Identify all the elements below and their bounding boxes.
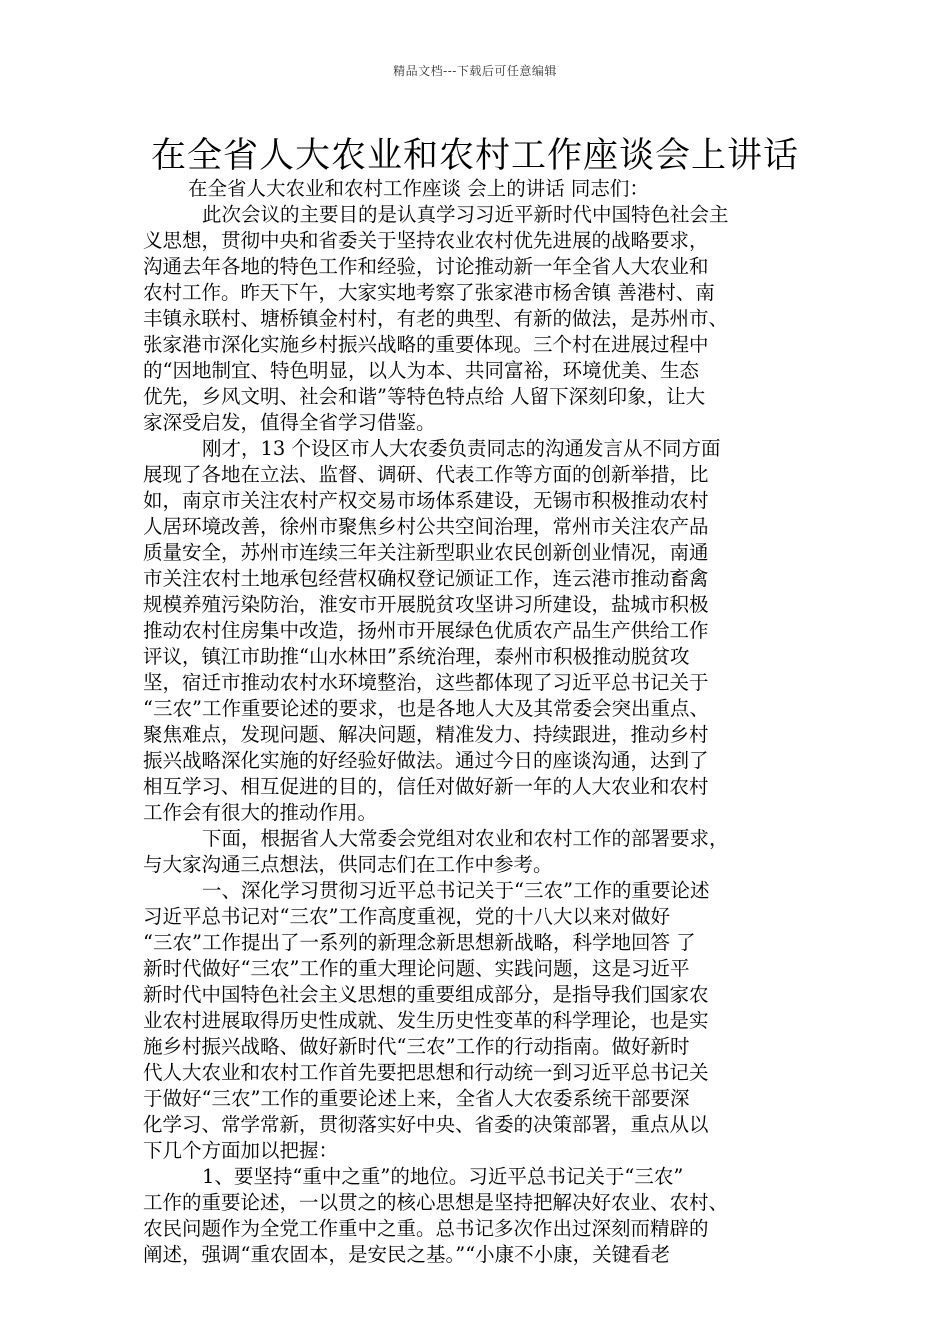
text-line: 聚焦难点，发现问题、解决问题，精准发力、持续跟进，推动乡村 (143, 723, 709, 746)
text-line: 推动农村住房集中改造，扬州市开展绿色优质农产品生产供给工作 (143, 619, 709, 642)
text-line: “三农”工作重要论述的要求，也是各地人大及其常委会突出重点、 (143, 697, 709, 720)
text-line: 丰镇永联村、塘桥镇金村村，有老的典型、有新的做法，是苏州市、 (143, 307, 729, 330)
text-line: 优先，乡风文明、社会和谐”等特色特点给 人留下深刻印象，让大 (143, 385, 706, 408)
text-line: 如，南京市关注农村产权交易市场体系建设，无锡市积极推动农村 (143, 489, 709, 512)
text-line: 代人大农业和农村工作首先要把思想和行动统一到习近平总书记关 (143, 1061, 709, 1084)
text-line: 业农村进展取得历史性成就、发生历史性变革的科学理论，也是实 (143, 1009, 709, 1032)
text-line: 农村工作。昨天下午，大家实地考察了张家港市杨舍镇 善港村、南 (143, 281, 715, 304)
text-line: 农民问题作为全党工作重中之重。总书记多次作出过深刻而精辟的 (143, 1217, 709, 1240)
text-line: 规模养殖污染防治，淮安市开展脱贫攻坚讲习所建设，盐城市积极 (143, 593, 709, 616)
text-line: 一、深化学习贯彻习近平总书记关于“三农”工作的重要论述 (202, 879, 710, 902)
text-line: 1、要坚持“重中之重”的地位。习近平总书记关于“三农” (202, 1165, 684, 1188)
text-line: 工作的重要论述，一以贯之的核心思想是坚持把解决好农业、农村、 (143, 1191, 729, 1214)
text-line: 家深受启发，值得全省学习借鉴。 (143, 411, 436, 434)
text-line: 评议，镇江市助推“山水林田”系统治理，泰州市积极推动脱贫攻 (143, 645, 690, 668)
text-line: 市关注农村土地承包经营权确权登记颁证工作，连云港市推动畜禽 (143, 567, 709, 590)
page-header: 精品文档---下载后可任意编辑 (393, 64, 557, 78)
text-line: 坚，宿迁市推动农村水环境整治，这些都体现了习近平总书记关于 (143, 671, 709, 694)
text-line: 刚才，13 个设区市人大农委负责同志的沟通发言从不同方面 (202, 437, 721, 460)
text-line: 工作会有很大的推动作用。 (143, 801, 378, 824)
text-line: 张家港市深化实施乡村振兴战略的重要体现。三个村在进展过程中 (143, 333, 709, 356)
text-line: 沟通去年各地的特色工作和经验，讨论推动新一年全省人大农业和 (143, 255, 709, 278)
text-line: 下面，根据省人大常委会党组对农业和农村工作的部署要求， (202, 827, 729, 850)
text-line: 下几个方面加以把握： (143, 1139, 339, 1162)
body-text (143, 176, 823, 1268)
text-line: 新时代中国特色社会主义思想的重要组成部分，是指导我们国家农 (143, 983, 709, 1006)
text-line: 此次会议的主要目的是认真学习习近平新时代中国特色社会主 (202, 203, 729, 226)
text-line: 于做好“三农”工作的重要论述上来，全省人大农委系统干部要深 (143, 1087, 690, 1110)
text-line: 展现了各地在立法、监督、调研、代表工作等方面的创新举措，比 (143, 463, 709, 486)
text-line: 人居环境改善，徐州市聚焦乡村公共空间治理，常州市关注农产品 (143, 515, 709, 538)
text-line: 义思想，贯彻中央和省委关于坚持农业农村优先进展的战略要求， (143, 229, 709, 252)
text-line: 在全省人大农业和农村工作座谈 会上的讲话 同志们： (188, 177, 649, 200)
text-line: 习近平总书记对“三农”工作高度重视，党的十八大以来对做好 (143, 905, 670, 928)
text-line: 阐述，强调“重农固本，是安民之基。”“小康不小康，关键看老 (143, 1243, 671, 1266)
text-line: 相互学习、相互促进的目的，信任对做好新一年的人大农业和农村 (143, 775, 709, 798)
text-line: 施乡村振兴战略、做好新时代“三农”工作的行动指南。做好新时 (143, 1035, 690, 1058)
text-line: “三农”工作提出了一系列的新理念新思想新战略，科学地回答 了 (143, 931, 696, 954)
text-line: 的“因地制宜、特色明显，以人为本、共同富裕，环境优美、生态 (143, 359, 699, 382)
text-line: 新时代做好“三农”工作的重大理论问题、实践问题，这是习近平 (143, 957, 690, 980)
text-line: 与大家沟通三点想法，供同志们在工作中参考。 (143, 853, 553, 876)
text-line: 振兴战略深化实施的好经验好做法。通过今日的座谈沟通，达到了 (143, 749, 709, 772)
text-line: 化学习、常学常新，贯彻落实好中央、省委的决策部署，重点从以 (143, 1113, 709, 1136)
text-line: 质量安全，苏州市连续三年关注新型职业农民创新创业情况，南通 (143, 541, 709, 564)
document-title: 在全省人大农业和农村工作座谈会上讲话 (150, 136, 799, 176)
